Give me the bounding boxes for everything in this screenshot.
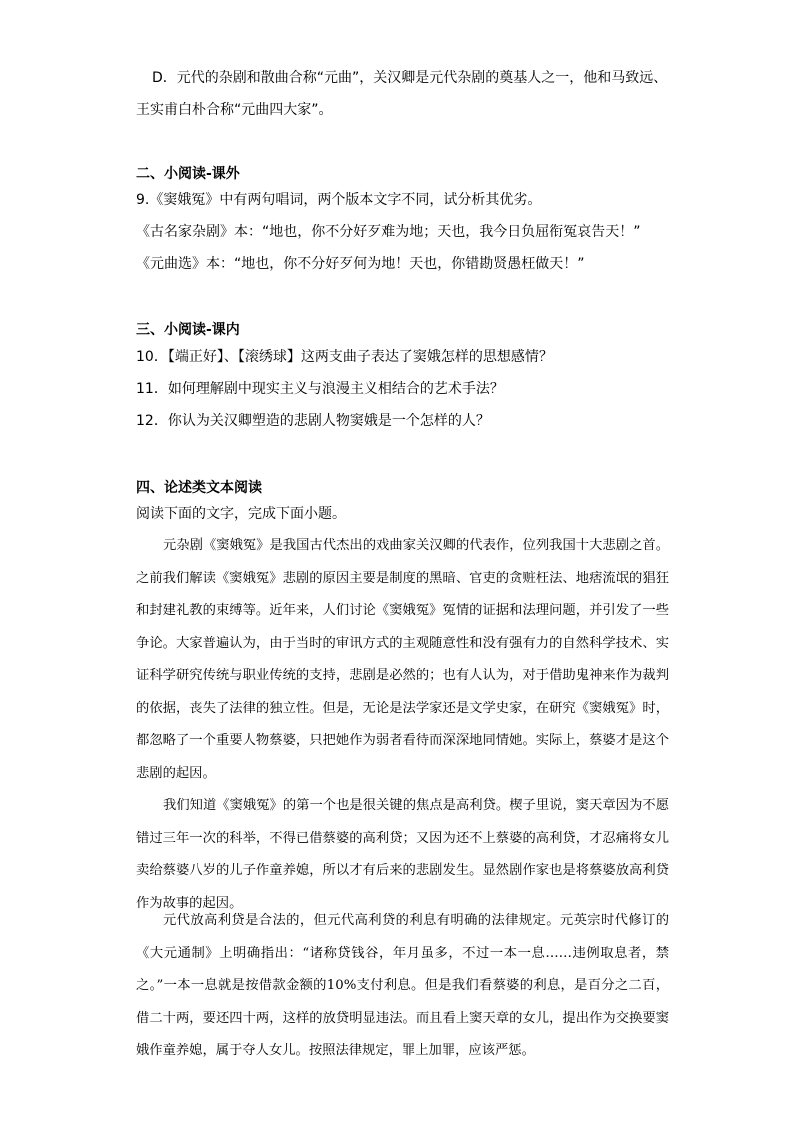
option-d-line2: 王实甫白朴合称“元曲四大家”。 bbox=[136, 102, 333, 118]
section4-heading: 四、论述类文本阅读 bbox=[136, 480, 262, 496]
question-9: 9.《窦娥冤》中有两句唱词，两个版本文字不同，试分析其优劣。 bbox=[136, 192, 542, 208]
question-12: 12．你认为关汉卿塑造的悲剧人物窦娥是一个怎样的人？ bbox=[136, 413, 490, 429]
question-11: 11．如何理解剧中现实主义与浪漫主义相结合的艺术手法？ bbox=[136, 381, 504, 397]
section3-heading: 三、小阅读-课内 bbox=[136, 322, 240, 338]
question-10: 10．【端正好】、【滚绣球】这两支曲子表达了窦娥怎样的思想感情？ bbox=[136, 349, 553, 365]
reading-instruction: 阅读下面的文字，完成下面小题。 bbox=[136, 506, 346, 522]
section2-heading: 二、小阅读-课外 bbox=[136, 166, 240, 182]
passage-paragraph-1: 元杂剧《窦娥冤》是我国古代杰出的戏曲家关汉卿的代表作，位列我国十大悲剧之首。之前我们解读《窦娥冤》悲剧的原因主要是制度的黑暗、官吏的贪赃枉法、地痞流氓的猖狂和封建礼教的束缚等。近年来，人们讨论《窦娥冤》冤情的证据和法理问题，并引发了一些争论。大家普遍认为，由于当时的审讯方式的主观随意性和没有强有力的自然科学技术、实证科学研究传统与职业传统的支持，悲剧是必然的；也有人认为，对于借助鬼神来作为裁判的依据，丧失了法律的独立性。但是，无论是法学家还是文学史家，在研究《窦娥冤》时，都忽略了一个重要人物蔡婆，只把她作为弱者看待而深深地同情她。实际上，蔡婆才是这个悲剧的起因。 bbox=[136, 538, 669, 781]
version-gumingjia: 《古名家杂剧》本：“地也，你不分好歹难为地；天也，我今日负屈衔冤哀告天！” bbox=[136, 224, 641, 240]
passage-paragraph-3: 元代放高利贷是合法的，但元代高利贷的利息有明确的法律规定。元英宗时代修订的《大元通制》上明确指出：“诸称贷钱谷，年月虽多，不过一本一息……违例取息者，禁之。”一本一息就是按借款金额的10%支付利息。但是我们看蔡婆的利息，是百分之二百，借二十两，要还四十两，这样的放贷明显违法。而且看上窦天章的女儿，提出作为交换要窦娥作童养媳，属于夺人女儿。按照法律规定，罪上加罪，应该严惩。 bbox=[136, 913, 669, 1058]
version-yuanquxuan: 《元曲选》本：“地也，你不分好歹何为地！天也，你错勘贤愚枉做天！” bbox=[136, 256, 585, 272]
option-d-line1: D．元代的杂剧和散曲合称“元曲”，关汉卿是元代杂剧的奠基人之一，他和马致远、 bbox=[152, 70, 668, 86]
passage-paragraph-2: 我们知道《窦娥冤》的第一个也是很关键的焦点是高利贷。楔子里说，窦天章因为不愿错过三年一次的科举，不得已借蔡婆的高利贷；又因为还不上蔡婆的高利贷，才忍痛将女儿卖给蔡婆八岁的儿子作童养媳，所以才有后来的悲剧发生。显然剧作家也是将蔡婆放高利贷作为故事的起因。 bbox=[136, 798, 669, 911]
